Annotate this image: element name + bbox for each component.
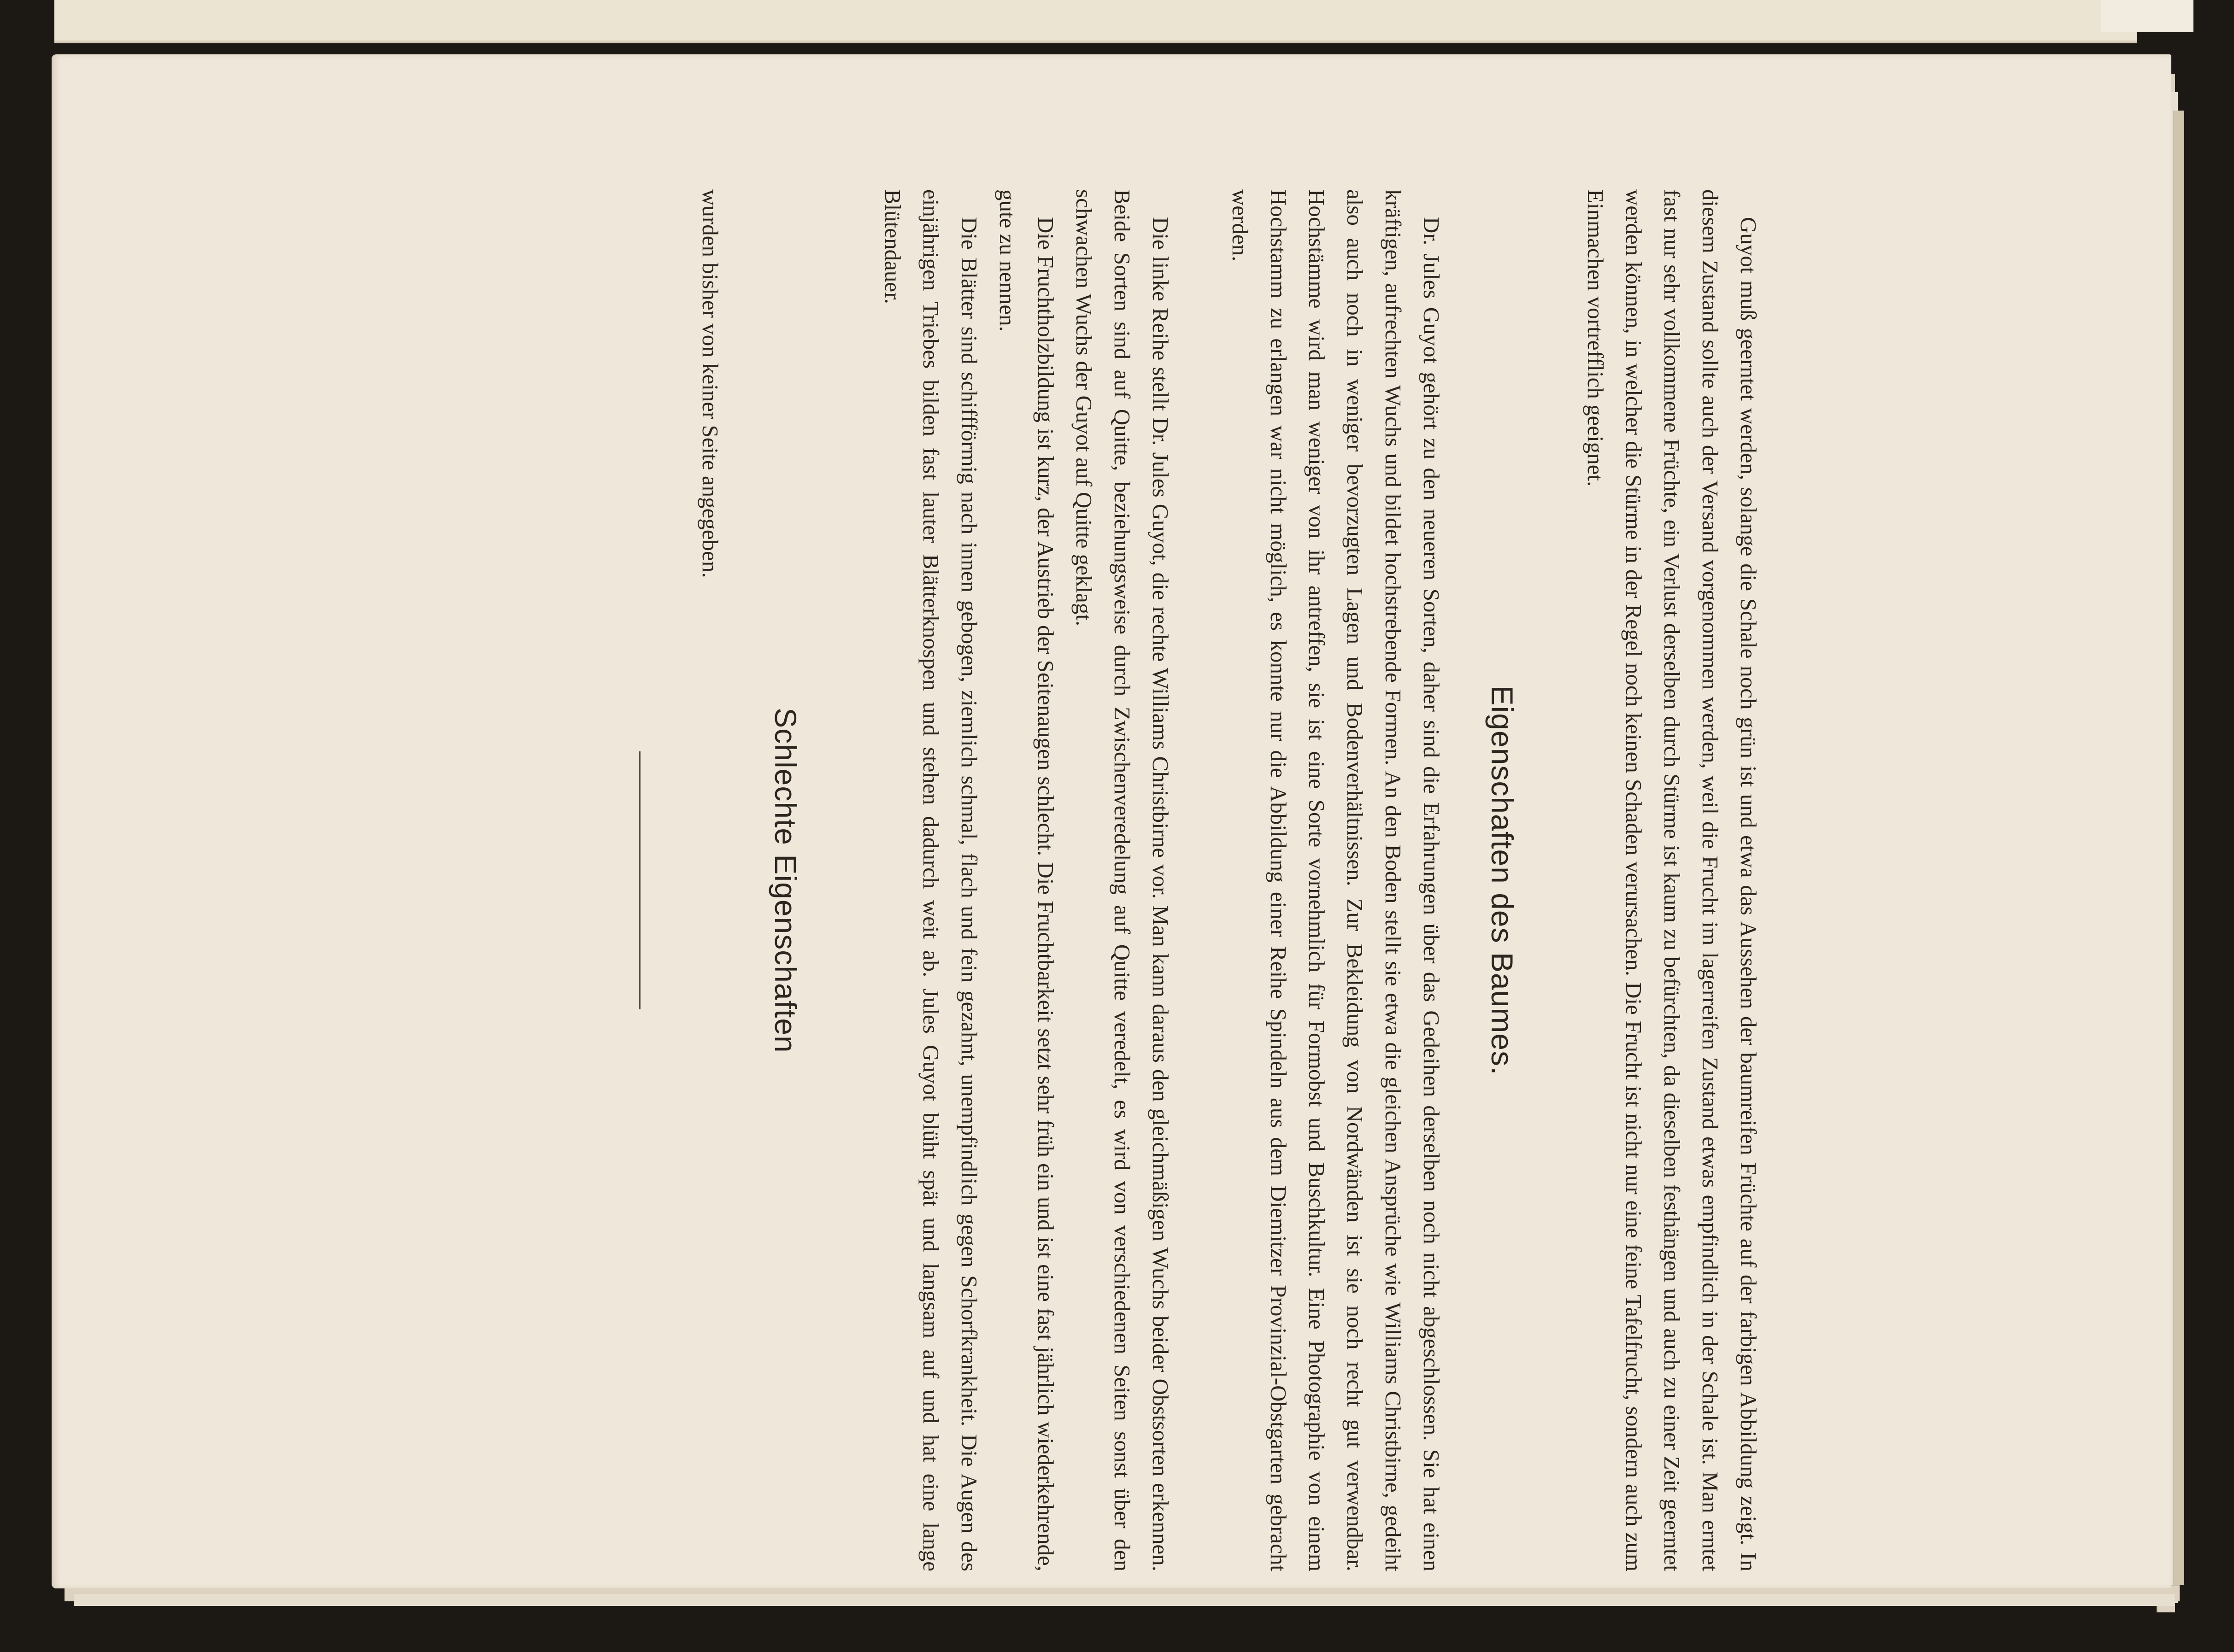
page-stack-edge bbox=[2173, 111, 2184, 1585]
row-paragraph: Die linke Reihe stellt Dr. Jules Guyot, die rechte Williams Christbirne vor. Man kann daraus den gleichmäßigen Wuchs beider Obstsorten erkennen. Beide Sorten sind auf Quitte, beziehungsweise durch Zwischenveredelung auf Quitte veredelt, es wird von verschiedenen Seiten sonst über den schwachen Wuchs der Guyot auf Quitte geklagt. bbox=[1071, 189, 1173, 1571]
section-divider bbox=[639, 751, 641, 1009]
heading-bad-properties: Schlechte Eigenschaften bbox=[769, 708, 803, 1053]
intro-paragraph: Guyot muß geerntet werden, solange die Schale noch grün ist und etwa das Aussehen der baumreifen Früchte auf der farbigen Abbildung zeigt. In diesem Zustand sollte auch der Versand vorgenommen werden, weil die Frucht im lagerreifen Zustand etwas empfindlich in der Schale ist. Man erntet fast nur sehr vollkommene Früchte, ein Verlust derselben durch Stürme ist kaum zu befürchten, da dieselben festhängen und auch zu einer Zeit geerntet werden können, in welcher die Stürme in der Regel noch keinen Schaden verursachen. Die Frucht ist nicht nur eine feine Tafelfrucht, sondern auch zum Einmachen vortrefflich geeignet. bbox=[1583, 189, 1761, 1571]
leaves-paragraph: Die Blätter sind schiffförmig nach innen gebogen, ziemlich schmal, flach und fein gezahnt, unempfindlich gegen Schorfkrankheit. Die Augen des einjährigen Triebes bilden fast lauter Blätterknospen und stehen dadurch weit ab. Jules Guyot blüht spät und langsam auf und hat eine lange Blütendauer. bbox=[880, 189, 982, 1571]
page-text-block bbox=[570, 189, 1768, 1571]
fruitwood-paragraph: Die Fruchtholzbildung ist kurz, der Austrieb der Seitenaugen schlecht. Die Fruchtbarkeit setzt sehr früh ein und ist eine fast jährlich wiederkehrende, gute zu nennen. bbox=[995, 189, 1058, 1571]
heading-tree-properties: Eigenschaften des Baumes. bbox=[1485, 685, 1519, 1076]
paragraph-gap bbox=[1180, 189, 1221, 1571]
bad-paragraph: wurden bisher von keiner Seite angegeben. bbox=[698, 189, 723, 578]
previous-page-corner bbox=[2101, 0, 2193, 32]
page-stack-bottom-edge bbox=[74, 1594, 2175, 1606]
tree-paragraph: Dr. Jules Guyot gehört zu den neueren Sorten, daher sind die Erfahrungen über das Gedeihen derselben noch nicht abgeschlossen. Sie hat einen kräftigen, aufrechten Wuchs und bildet hochstrebende Formen. An den Boden stellt sie etwa die gleichen Ansprüche wie Williams Christbirne, gedeiht also auch noch in weniger bevorzugten Lagen und Bodenverhältnissen. Zur Bekleidung von Nordwänden ist sie noch recht gut verwendbar. Hochstämme wird man weniger von ihr antreffen, sie ist eine Sorte vornehmlich für Formobst und Buschkultur. Eine Photographie von einem Hochstamm zu erlangen war nicht möglich, es konnte nur die Abbildung einer Reihe Spindeln aus dem Diemitzer Provinzial-Obstgarten gebracht werden. bbox=[1228, 189, 1444, 1571]
book-page bbox=[52, 54, 2171, 1588]
previous-page-edge bbox=[54, 0, 2137, 43]
